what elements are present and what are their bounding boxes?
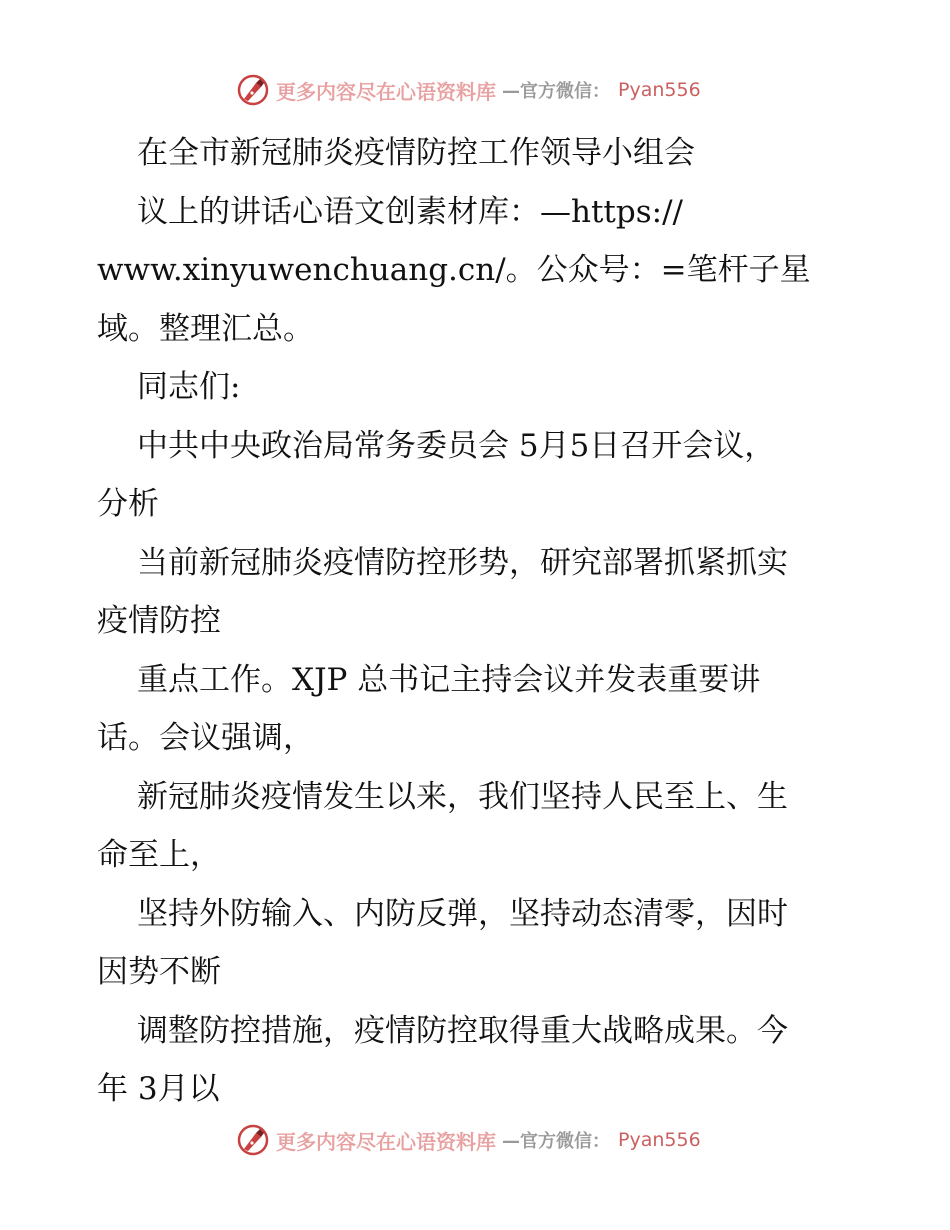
watermark-handle: Pyan556 [618, 79, 701, 101]
text-line: 疫情防控 [97, 603, 221, 639]
watermark-separator: —官方微信： [502, 1131, 610, 1152]
watermark-main-text: 更多内容尽在心语资料库 [276, 79, 496, 104]
text-line: 因势不断 [97, 954, 221, 990]
text-line: 当前新冠肺炎疫情防控形势，研究部署抓紧抓实 [137, 544, 788, 581]
watermark-separator: —官方微信： [502, 81, 610, 102]
text-line: 中共中央政治局常务委员会 5月5日召开会议， [137, 427, 776, 464]
pen-nib-logo-icon [236, 1123, 270, 1157]
pen-nib-logo-icon [236, 73, 270, 107]
footer-watermark [236, 1122, 736, 1158]
text-line: 新冠肺炎疫情发生以来，我们坚持人民至上、生 [137, 778, 788, 815]
text-line: 在全市新冠肺炎疫情防控工作领导小组会 [137, 135, 695, 171]
document-body [97, 124, 867, 1119]
text-line: 年 3月以 [97, 1071, 220, 1107]
text-line: 调整防控措施，疫情防控取得重大战略成果。今 [137, 1012, 788, 1049]
text-line: 域。整理汇总。 [97, 310, 314, 347]
watermark-handle: Pyan556 [618, 1129, 701, 1151]
text-line: 议上的讲话心语文创素材库：—https:// [137, 193, 683, 230]
text-line: 同志们: [137, 369, 241, 405]
header-watermark [236, 72, 736, 108]
text-line: 分析 [97, 486, 159, 522]
text-line: 命至上， [97, 837, 221, 873]
text-line: www.xinyuwenchuang.cn/。公众号：=笔杆子星 [97, 252, 811, 288]
watermark-main-text: 更多内容尽在心语资料库 [276, 1129, 496, 1154]
text-line: 坚持外防输入、内防反弹，坚持动态清零，因时 [137, 895, 788, 932]
text-line: 重点工作。XJP 总书记主持会议并发表重要讲 [137, 661, 761, 698]
text-line: 话。会议强调， [97, 720, 314, 756]
